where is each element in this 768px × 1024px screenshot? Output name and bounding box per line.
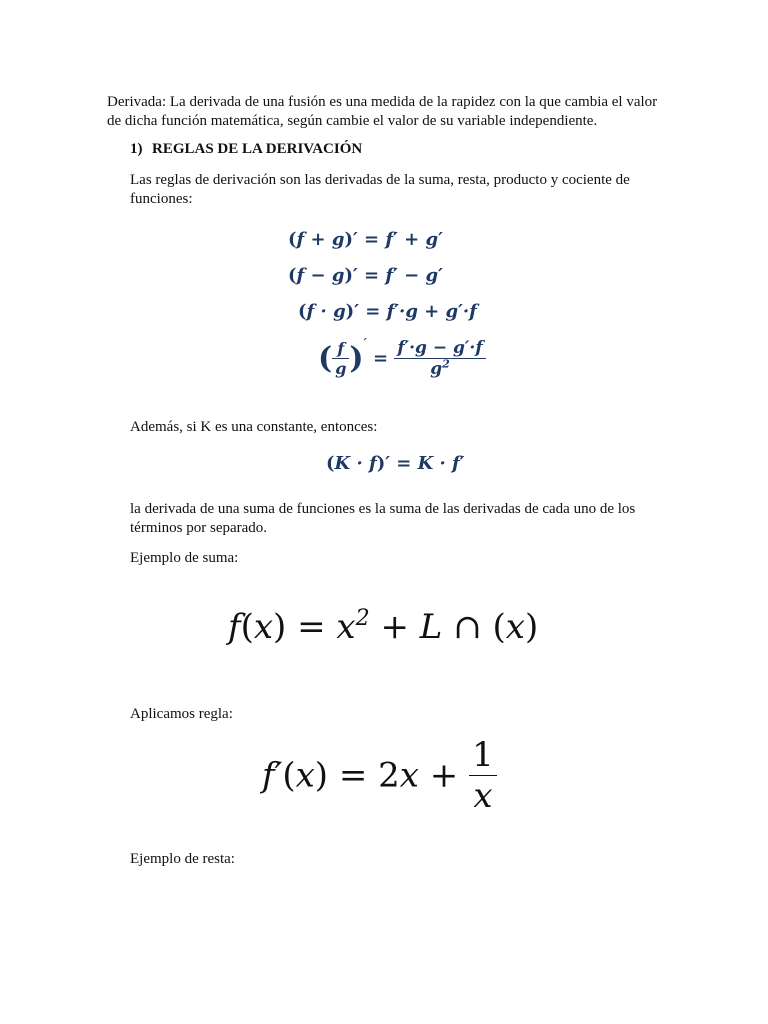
derivative-result-equation: f′(x) = 2x + $\frac{1}{x}$	[262, 735, 497, 816]
difference-rule-equation: (f − g)′ = f′ − g′	[288, 265, 443, 286]
rules-desc-line-2: funciones:	[130, 191, 193, 207]
sum-rule-equation: (f + g)′ = f′ + g′	[288, 229, 443, 250]
example-sum-label: Ejemplo de suma:	[130, 550, 239, 566]
rules-desc-line-1: Las reglas de derivación son las derivadas de la suma, resta, producto y cociente de	[130, 172, 630, 188]
section-title: REGLAS DE LA DERIVACIÓN	[152, 141, 363, 157]
example-sum-equation: $f(x) = x^2 + L$ ∩ (x)	[228, 604, 539, 647]
intro-line-1: Derivada: La derivada de una fusión es una medida de la rapidez con la que cambia el valor	[107, 94, 658, 110]
constant-rule-equation: (K · f)′ = K · f′	[326, 453, 465, 474]
product-rule-equation: (f · g)′ = f′·g + g′·f	[298, 301, 477, 322]
sum-rule-text-line-1: la derivada de una suma de funciones es la suma de las derivadas de cada uno de los	[130, 501, 636, 517]
constant-text: Además, si K es una constante, entonces:	[130, 419, 378, 435]
apply-label: Aplicamos regla:	[130, 706, 233, 722]
intro-line-2: de dicha función matemática, según cambie el valor de su variable independiente.	[107, 113, 598, 129]
section-number: 1)	[130, 141, 143, 157]
example-sub-label: Ejemplo de resta:	[130, 851, 235, 867]
sum-rule-text-line-2: términos por separado.	[130, 520, 268, 536]
quotient-rule-equation: ( $\frac{f}{g}$ )′ = $\frac{f'\cdot g - g'\cdot f}{g^2}$	[318, 338, 486, 379]
